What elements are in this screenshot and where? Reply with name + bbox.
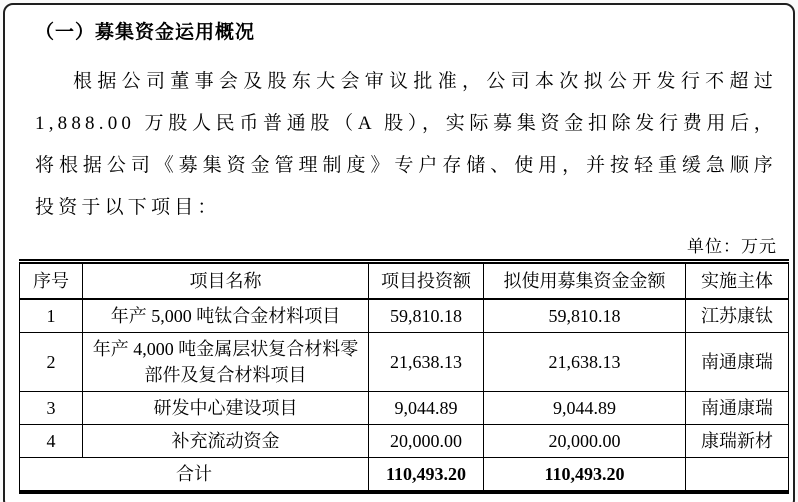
cell-entity: 康瑞新材 xyxy=(686,424,789,457)
col-header-investment: 项目投资额 xyxy=(369,262,484,299)
cell-index: 1 xyxy=(20,299,83,333)
cell-index: 2 xyxy=(20,332,83,391)
cell-investment: 20,000.00 xyxy=(369,424,484,457)
col-header-raised-funds: 拟使用募集资金金额 xyxy=(484,262,686,299)
fund-usage-table xyxy=(19,259,789,494)
table-row xyxy=(20,391,789,424)
table-header-row xyxy=(20,262,789,299)
cell-project-name: 补充流动资金 xyxy=(83,424,369,457)
section-heading: （一）募集资金运用概况 xyxy=(35,22,256,43)
col-header-index: 序号 xyxy=(20,262,83,299)
cell-raised: 21,638.13 xyxy=(484,332,686,391)
unit-label: 单位：万元 xyxy=(687,237,777,256)
cell-entity: 南通康瑞 xyxy=(686,391,789,424)
document-page xyxy=(3,3,795,502)
body-paragraph: 根据公司董事会及股东大会审议批准，公司本次拟公开发行不超过 1,888.00 万股人民币普通股（A 股），实际募集资金扣除发行费用后，将根据公司《募集资金管理制度》专户存储、使用，并按轻重缓急顺序投资于以下项目： xyxy=(35,71,777,218)
table-total-row xyxy=(20,457,789,492)
cell-investment: 59,810.18 xyxy=(369,299,484,333)
cell-investment: 21,638.13 xyxy=(369,332,484,391)
cell-raised: 20,000.00 xyxy=(484,424,686,457)
table-row xyxy=(20,299,789,333)
cell-raised: 9,044.89 xyxy=(484,391,686,424)
cell-total-raised: 110,493.20 xyxy=(484,457,686,492)
cell-entity: 江苏康钛 xyxy=(686,299,789,333)
cell-entity: 南通康瑞 xyxy=(686,332,789,391)
cell-raised: 59,810.18 xyxy=(484,299,686,333)
cell-index: 3 xyxy=(20,391,83,424)
cell-total-label: 合计 xyxy=(20,457,369,492)
table-row xyxy=(20,424,789,457)
col-header-entity: 实施主体 xyxy=(686,262,789,299)
cell-project-name: 年产 4,000 吨金属层状复合材料零部件及复合材料项目 xyxy=(83,332,369,391)
cell-project-name: 研发中心建设项目 xyxy=(83,391,369,424)
col-header-project-name: 项目名称 xyxy=(83,262,369,299)
cell-total-investment: 110,493.20 xyxy=(369,457,484,492)
cell-total-entity xyxy=(686,457,789,492)
cell-project-name: 年产 5,000 吨钛合金材料项目 xyxy=(83,299,369,333)
cell-index: 4 xyxy=(20,424,83,457)
cell-investment: 9,044.89 xyxy=(369,391,484,424)
table-row xyxy=(20,332,789,391)
